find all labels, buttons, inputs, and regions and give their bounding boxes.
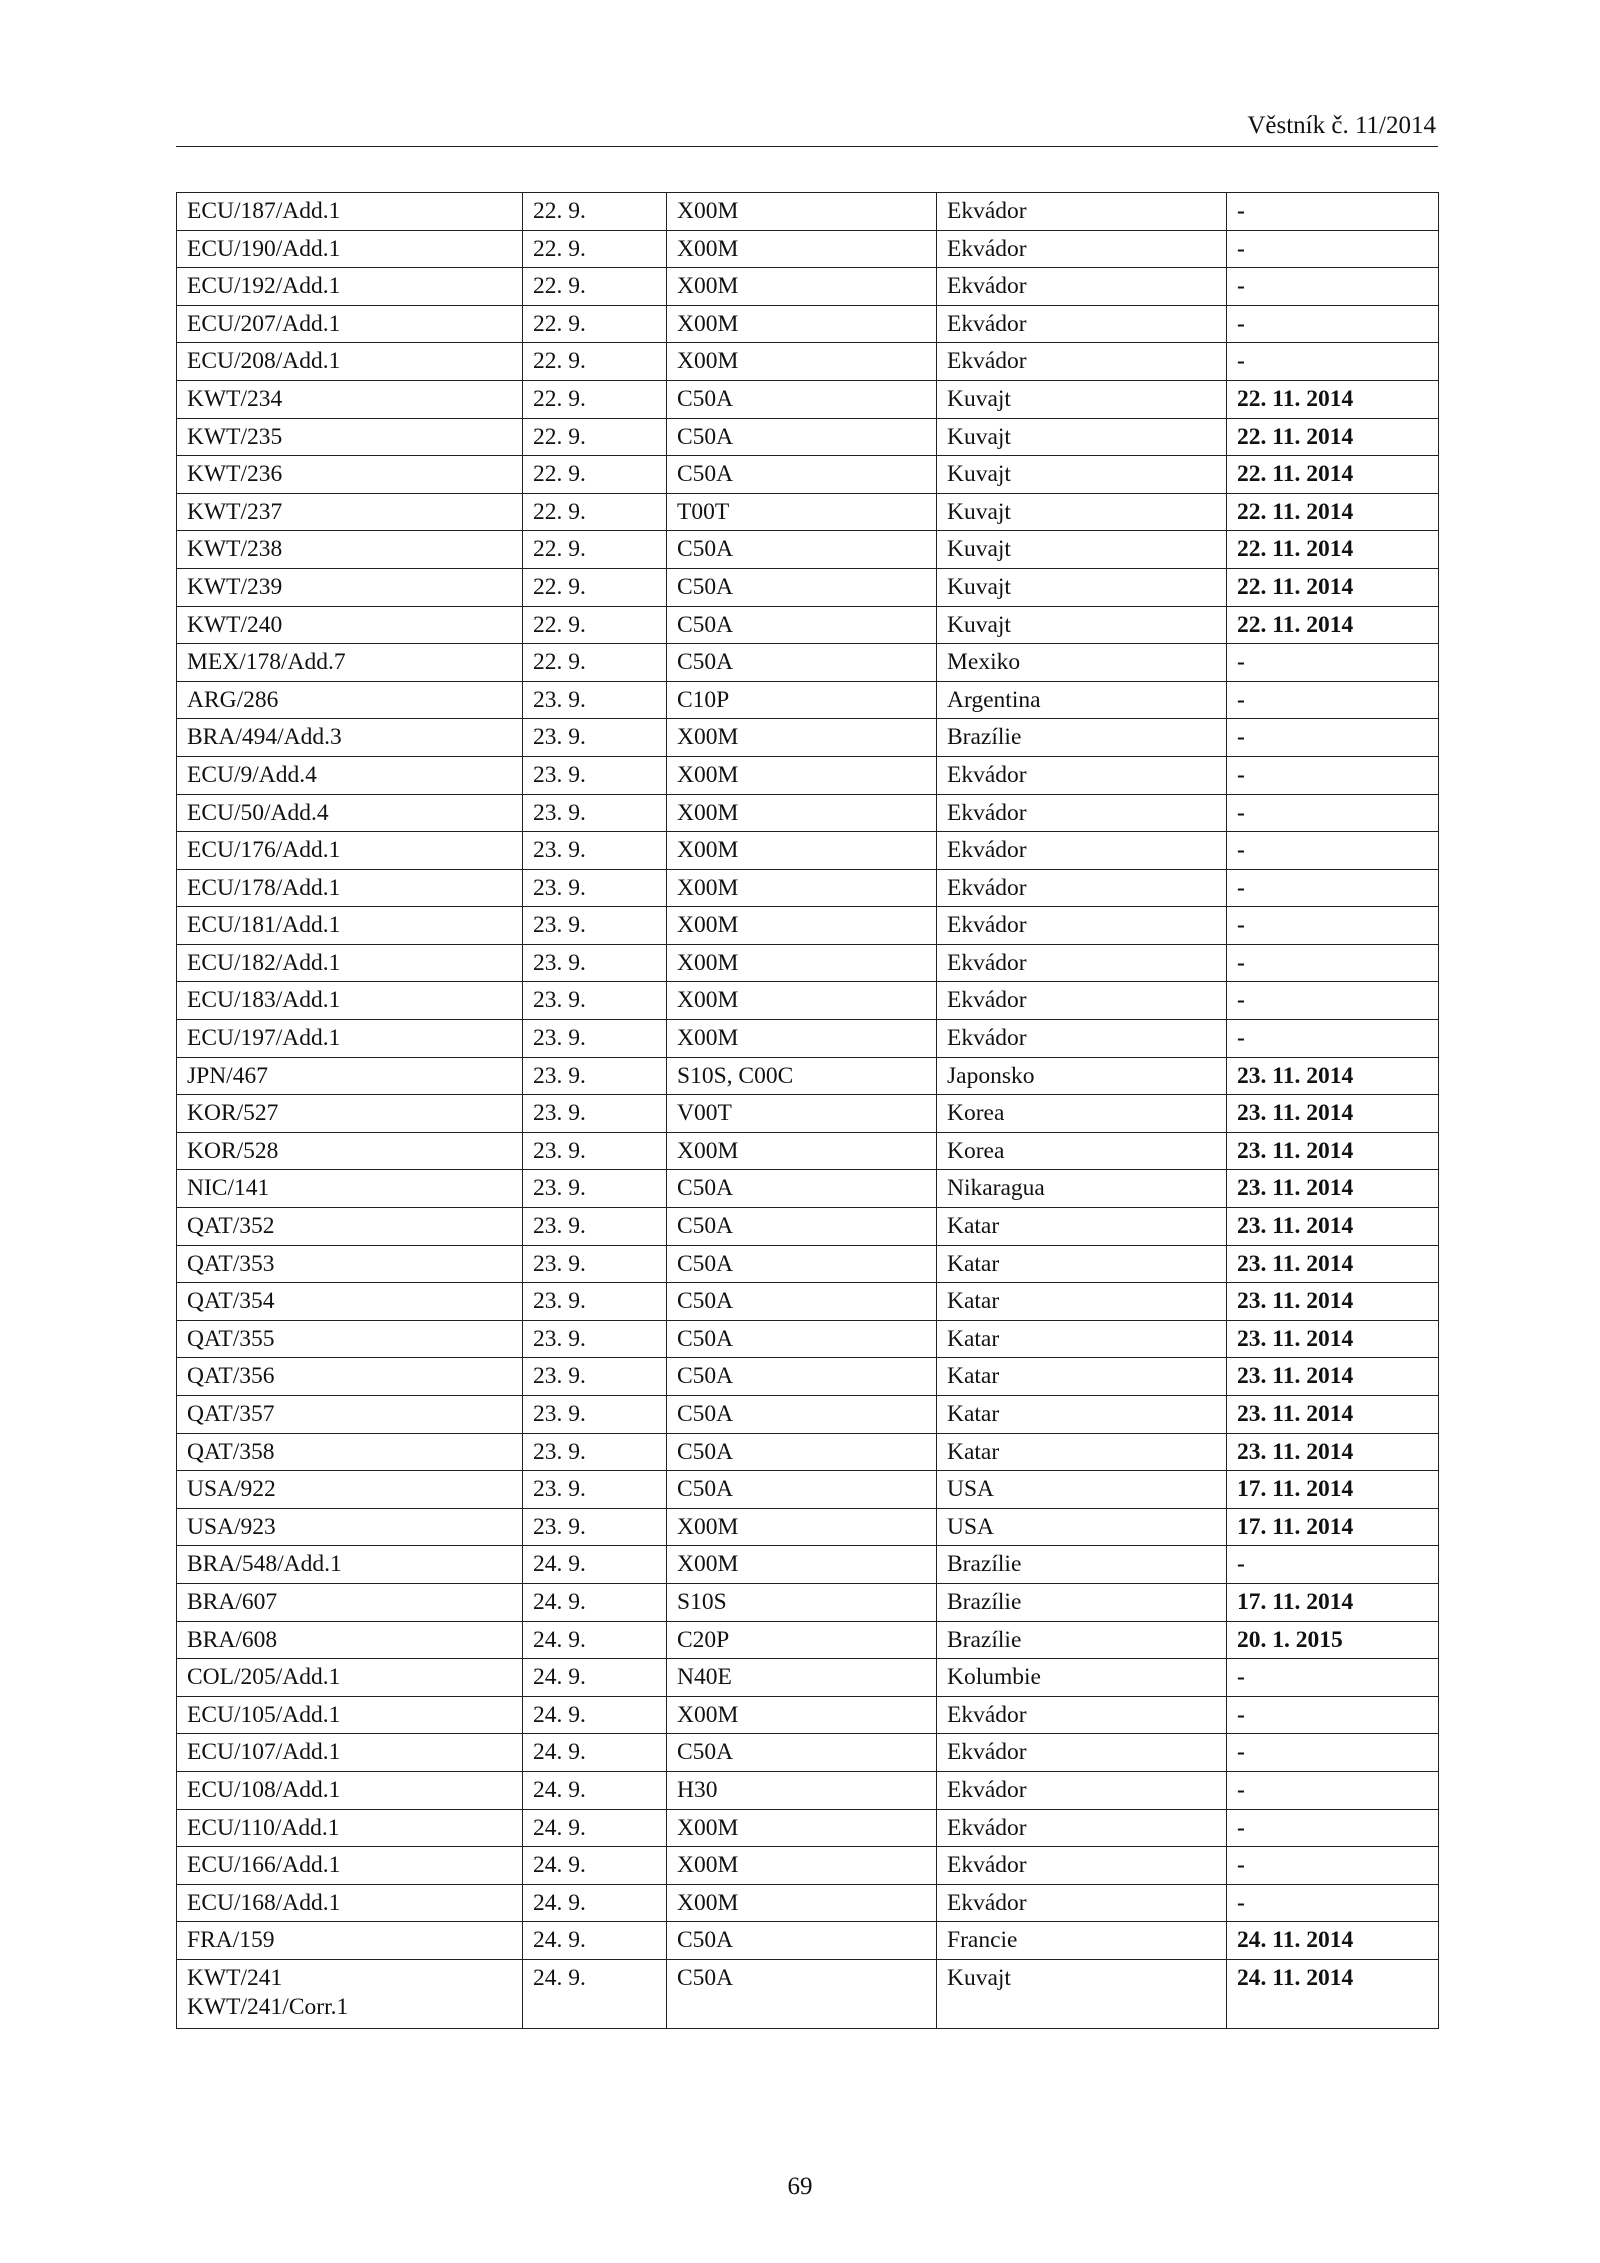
comment-deadline-cell: 22. 11. 2014	[1227, 531, 1439, 569]
table-row	[177, 1208, 1439, 1246]
comment-deadline-cell: -	[1227, 343, 1439, 381]
table-row	[177, 268, 1439, 306]
date-cell: 23. 9.	[523, 1057, 667, 1095]
classification-code-cell: C50A	[667, 456, 937, 494]
table-row	[177, 1132, 1439, 1170]
comment-deadline-cell: -	[1227, 268, 1439, 306]
date-cell: 23. 9.	[523, 1320, 667, 1358]
document-code-cell: BRA/607	[177, 1583, 523, 1621]
country-cell: Katar	[937, 1208, 1227, 1246]
country-cell: Ekvádor	[937, 343, 1227, 381]
document-code-cell: KWT/236	[177, 456, 523, 494]
country-cell: Ekvádor	[937, 1020, 1227, 1058]
country-cell: Ekvádor	[937, 1771, 1227, 1809]
document-code-cell: ECU/50/Add.4	[177, 794, 523, 832]
table-row	[177, 1020, 1439, 1058]
comment-deadline-cell: -	[1227, 944, 1439, 982]
date-cell: 23. 9.	[523, 1020, 667, 1058]
country-cell: Kuvajt	[937, 531, 1227, 569]
classification-code-cell: X00M	[667, 193, 937, 231]
classification-code-cell: S10S	[667, 1583, 937, 1621]
document-code-cell: BRA/494/Add.3	[177, 719, 523, 757]
classification-code-cell: X00M	[667, 1884, 937, 1922]
table-row	[177, 380, 1439, 418]
document-code-cell: ECU/190/Add.1	[177, 230, 523, 268]
date-cell: 24. 9.	[523, 1583, 667, 1621]
country-cell: Katar	[937, 1396, 1227, 1434]
date-cell: 23. 9.	[523, 719, 667, 757]
country-cell: Kuvajt	[937, 418, 1227, 456]
document-code-cell: FRA/159	[177, 1922, 523, 1960]
country-cell: Brazílie	[937, 719, 1227, 757]
comment-deadline-cell: -	[1227, 1847, 1439, 1885]
document-code-cell: BRA/608	[177, 1621, 523, 1659]
comment-deadline-cell: -	[1227, 230, 1439, 268]
comment-deadline-cell: -	[1227, 719, 1439, 757]
comment-deadline-cell: 23. 11. 2014	[1227, 1245, 1439, 1283]
date-cell: 24. 9.	[523, 1809, 667, 1847]
classification-code-cell: X00M	[667, 869, 937, 907]
comment-deadline-cell: 24. 11. 2014	[1227, 1922, 1439, 1960]
date-cell: 22. 9.	[523, 568, 667, 606]
document-code-cell: KOR/527	[177, 1095, 523, 1133]
classification-code-cell: C20P	[667, 1621, 937, 1659]
table-row	[177, 1621, 1439, 1659]
table-row	[177, 794, 1439, 832]
date-cell: 23. 9.	[523, 1358, 667, 1396]
document-code-cell: QAT/356	[177, 1358, 523, 1396]
classification-code-cell: X00M	[667, 832, 937, 870]
classification-code-cell: C50A	[667, 1245, 937, 1283]
comment-deadline-cell: 23. 11. 2014	[1227, 1396, 1439, 1434]
date-cell: 23. 9.	[523, 869, 667, 907]
comment-deadline-cell: 24. 11. 2014	[1227, 1959, 1439, 2028]
classification-code-cell: X00M	[667, 794, 937, 832]
document-code-cell: ARG/286	[177, 681, 523, 719]
country-cell: Korea	[937, 1095, 1227, 1133]
date-cell: 23. 9.	[523, 832, 667, 870]
classification-code-cell: C50A	[667, 1734, 937, 1772]
document-code-cell: ECU/207/Add.1	[177, 305, 523, 343]
document-code-cell: QAT/354	[177, 1283, 523, 1321]
table-row	[177, 606, 1439, 644]
comment-deadline-cell: 23. 11. 2014	[1227, 1358, 1439, 1396]
classification-code-cell: C50A	[667, 1283, 937, 1321]
table-row	[177, 1320, 1439, 1358]
comment-deadline-cell: -	[1227, 305, 1439, 343]
date-cell: 23. 9.	[523, 1396, 667, 1434]
classification-code-cell: X00M	[667, 1696, 937, 1734]
country-cell: Ekvádor	[937, 268, 1227, 306]
country-cell: Katar	[937, 1245, 1227, 1283]
country-cell: Brazílie	[937, 1583, 1227, 1621]
country-cell: Ekvádor	[937, 869, 1227, 907]
classification-code-cell: H30	[667, 1771, 937, 1809]
comment-deadline-cell: -	[1227, 1771, 1439, 1809]
date-cell: 24. 9.	[523, 1621, 667, 1659]
document-code-cell: NIC/141	[177, 1170, 523, 1208]
comment-deadline-cell: 17. 11. 2014	[1227, 1508, 1439, 1546]
country-cell: Katar	[937, 1358, 1227, 1396]
table-row	[177, 1696, 1439, 1734]
document-code-cell	[177, 1959, 523, 2028]
classification-code-cell: X00M	[667, 230, 937, 268]
classification-code-cell: X00M	[667, 1132, 937, 1170]
comment-deadline-cell: -	[1227, 794, 1439, 832]
comment-deadline-cell: -	[1227, 1809, 1439, 1847]
table-row	[177, 869, 1439, 907]
document-code-cell: ECU/9/Add.4	[177, 756, 523, 794]
date-cell: 23. 9.	[523, 1245, 667, 1283]
classification-code-cell: X00M	[667, 1508, 937, 1546]
country-cell: Katar	[937, 1320, 1227, 1358]
date-cell: 23. 9.	[523, 982, 667, 1020]
date-cell: 23. 9.	[523, 944, 667, 982]
date-cell: 24. 9.	[523, 1847, 667, 1885]
country-cell: Ekvádor	[937, 1809, 1227, 1847]
classification-code-cell: N40E	[667, 1659, 937, 1697]
comment-deadline-cell: -	[1227, 1546, 1439, 1584]
table-row	[177, 1884, 1439, 1922]
classification-code-cell: X00M	[667, 944, 937, 982]
comment-deadline-cell: 22. 11. 2014	[1227, 568, 1439, 606]
document-code-cell: ECU/168/Add.1	[177, 1884, 523, 1922]
country-cell: Kuvajt	[937, 493, 1227, 531]
country-cell: Katar	[937, 1433, 1227, 1471]
classification-code-cell: C50A	[667, 1358, 937, 1396]
table-row	[177, 644, 1439, 682]
comment-deadline-cell: 23. 11. 2014	[1227, 1095, 1439, 1133]
document-code-cell: ECU/208/Add.1	[177, 343, 523, 381]
classification-code-cell: C50A	[667, 418, 937, 456]
table-row	[177, 1245, 1439, 1283]
table-row	[177, 1546, 1439, 1584]
classification-code-cell: X00M	[667, 343, 937, 381]
country-cell: Ekvádor	[937, 944, 1227, 982]
document-code-cell: ECU/187/Add.1	[177, 193, 523, 231]
country-cell: Nikaragua	[937, 1170, 1227, 1208]
classification-code-cell: C50A	[667, 1959, 937, 2028]
country-cell: Kuvajt	[937, 456, 1227, 494]
country-cell: Ekvádor	[937, 907, 1227, 945]
country-cell: Ekvádor	[937, 193, 1227, 231]
date-cell: 24. 9.	[523, 1546, 667, 1584]
comment-deadline-cell: -	[1227, 869, 1439, 907]
country-cell: Katar	[937, 1283, 1227, 1321]
document-code-cell: ECU/192/Add.1	[177, 268, 523, 306]
classification-code-cell: C50A	[667, 1320, 937, 1358]
comment-deadline-cell: 23. 11. 2014	[1227, 1208, 1439, 1246]
document-code-cell: KWT/239	[177, 568, 523, 606]
table-row	[177, 456, 1439, 494]
classification-code-cell: C50A	[667, 644, 937, 682]
date-cell: 23. 9.	[523, 1471, 667, 1509]
document-code-line: KWT/241	[187, 1964, 283, 1991]
date-cell: 22. 9.	[523, 644, 667, 682]
date-cell: 23. 9.	[523, 1095, 667, 1133]
country-cell: USA	[937, 1508, 1227, 1546]
country-cell: Argentina	[937, 681, 1227, 719]
country-cell: Mexiko	[937, 644, 1227, 682]
country-cell: Ekvádor	[937, 1696, 1227, 1734]
date-cell: 23. 9.	[523, 681, 667, 719]
comment-deadline-cell: 17. 11. 2014	[1227, 1583, 1439, 1621]
classification-code-cell: V00T	[667, 1095, 937, 1133]
classification-code-cell: X00M	[667, 1847, 937, 1885]
document-code-cell: ECU/107/Add.1	[177, 1734, 523, 1772]
country-cell: Kuvajt	[937, 380, 1227, 418]
date-cell: 22. 9.	[523, 305, 667, 343]
date-cell: 22. 9.	[523, 343, 667, 381]
table-row	[177, 1583, 1439, 1621]
comment-deadline-cell: 23. 11. 2014	[1227, 1320, 1439, 1358]
document-code-cell: ECU/181/Add.1	[177, 907, 523, 945]
table-row	[177, 418, 1439, 456]
date-cell: 23. 9.	[523, 756, 667, 794]
date-cell: 24. 9.	[523, 1734, 667, 1772]
document-code-cell: KWT/238	[177, 531, 523, 569]
document-code-cell: ECU/183/Add.1	[177, 982, 523, 1020]
table-row	[177, 1659, 1439, 1697]
country-cell: Francie	[937, 1922, 1227, 1960]
table-row	[177, 305, 1439, 343]
date-cell: 23. 9.	[523, 1433, 667, 1471]
classification-code-cell: X00M	[667, 1546, 937, 1584]
classification-code-cell: C50A	[667, 606, 937, 644]
comment-deadline-cell: 23. 11. 2014	[1227, 1170, 1439, 1208]
date-cell: 23. 9.	[523, 1283, 667, 1321]
date-cell: 22. 9.	[523, 493, 667, 531]
notification-table	[176, 192, 1439, 2029]
table-row	[177, 1170, 1439, 1208]
date-cell: 22. 9.	[523, 268, 667, 306]
comment-deadline-cell: -	[1227, 907, 1439, 945]
document-code-cell: ECU/178/Add.1	[177, 869, 523, 907]
table-row	[177, 907, 1439, 945]
country-cell: Ekvádor	[937, 1847, 1227, 1885]
comment-deadline-cell: -	[1227, 681, 1439, 719]
document-code-cell: KWT/240	[177, 606, 523, 644]
date-cell: 22. 9.	[523, 230, 667, 268]
classification-code-cell: C50A	[667, 1208, 937, 1246]
country-cell: Kuvajt	[937, 568, 1227, 606]
country-cell: Ekvádor	[937, 794, 1227, 832]
document-code-cell: BRA/548/Add.1	[177, 1546, 523, 1584]
table-row	[177, 756, 1439, 794]
table-row	[177, 1959, 1439, 2028]
comment-deadline-cell: -	[1227, 193, 1439, 231]
document-code-cell: ECU/166/Add.1	[177, 1847, 523, 1885]
table-row	[177, 1771, 1439, 1809]
country-cell: Ekvádor	[937, 982, 1227, 1020]
table-row	[177, 1922, 1439, 1960]
comment-deadline-cell: 20. 1. 2015	[1227, 1621, 1439, 1659]
country-cell: Ekvádor	[937, 832, 1227, 870]
table-row	[177, 531, 1439, 569]
classification-code-cell: T00T	[667, 493, 937, 531]
comment-deadline-cell: 22. 11. 2014	[1227, 493, 1439, 531]
comment-deadline-cell: 22. 11. 2014	[1227, 456, 1439, 494]
document-code-cell: QAT/358	[177, 1433, 523, 1471]
country-cell: Kuvajt	[937, 1959, 1227, 2028]
country-cell: Kuvajt	[937, 606, 1227, 644]
document-code-line: KWT/241/Corr.1	[187, 1993, 349, 2020]
table-row	[177, 1734, 1439, 1772]
comment-deadline-cell: -	[1227, 1020, 1439, 1058]
table-row	[177, 568, 1439, 606]
country-cell: Brazílie	[937, 1546, 1227, 1584]
country-cell: Korea	[937, 1132, 1227, 1170]
date-cell: 24. 9.	[523, 1696, 667, 1734]
date-cell: 24. 9.	[523, 1771, 667, 1809]
comment-deadline-cell: -	[1227, 1696, 1439, 1734]
table-row	[177, 1809, 1439, 1847]
comment-deadline-cell: 23. 11. 2014	[1227, 1433, 1439, 1471]
journal-issue-title: Věstník č. 11/2014	[1247, 112, 1436, 139]
document-code-cell: ECU/108/Add.1	[177, 1771, 523, 1809]
document-code-cell: COL/205/Add.1	[177, 1659, 523, 1697]
document-code-cell: KWT/235	[177, 418, 523, 456]
classification-code-cell: C50A	[667, 1433, 937, 1471]
date-cell: 22. 9.	[523, 456, 667, 494]
date-cell: 24. 9.	[523, 1959, 667, 2028]
document-code-cell: QAT/355	[177, 1320, 523, 1358]
document-code-cell: ECU/182/Add.1	[177, 944, 523, 982]
table-row	[177, 1471, 1439, 1509]
document-code-cell: USA/922	[177, 1471, 523, 1509]
date-cell: 24. 9.	[523, 1884, 667, 1922]
date-cell: 23. 9.	[523, 907, 667, 945]
country-cell: Brazílie	[937, 1621, 1227, 1659]
table-row	[177, 982, 1439, 1020]
table-row	[177, 681, 1439, 719]
table-row	[177, 1283, 1439, 1321]
classification-code-cell: X00M	[667, 756, 937, 794]
table-row	[177, 719, 1439, 757]
document-code-cell: QAT/357	[177, 1396, 523, 1434]
table-row	[177, 944, 1439, 982]
document-code-cell: ECU/110/Add.1	[177, 1809, 523, 1847]
table-body	[177, 193, 1439, 2029]
comment-deadline-cell: 23. 11. 2014	[1227, 1132, 1439, 1170]
classification-code-cell: X00M	[667, 305, 937, 343]
date-cell: 23. 9.	[523, 1170, 667, 1208]
table-row	[177, 1396, 1439, 1434]
comment-deadline-cell: 22. 11. 2014	[1227, 380, 1439, 418]
date-cell: 22. 9.	[523, 531, 667, 569]
country-cell: Ekvádor	[937, 1734, 1227, 1772]
date-cell: 24. 9.	[523, 1922, 667, 1960]
classification-code-cell: S10S, C00C	[667, 1057, 937, 1095]
document-code-cell: ECU/197/Add.1	[177, 1020, 523, 1058]
table-row	[177, 1847, 1439, 1885]
classification-code-cell: C50A	[667, 1170, 937, 1208]
comment-deadline-cell: -	[1227, 644, 1439, 682]
document-code-cell: JPN/467	[177, 1057, 523, 1095]
document-code-cell: USA/923	[177, 1508, 523, 1546]
comment-deadline-cell: 23. 11. 2014	[1227, 1283, 1439, 1321]
document-code-cell: QAT/352	[177, 1208, 523, 1246]
date-cell: 22. 9.	[523, 606, 667, 644]
comment-deadline-cell: 23. 11. 2014	[1227, 1057, 1439, 1095]
date-cell: 23. 9.	[523, 1132, 667, 1170]
classification-code-cell: X00M	[667, 982, 937, 1020]
country-cell: Japonsko	[937, 1057, 1227, 1095]
table-row	[177, 1358, 1439, 1396]
classification-code-cell: C50A	[667, 568, 937, 606]
comment-deadline-cell: 22. 11. 2014	[1227, 606, 1439, 644]
comment-deadline-cell: -	[1227, 1659, 1439, 1697]
comment-deadline-cell: 22. 11. 2014	[1227, 418, 1439, 456]
table-row	[177, 343, 1439, 381]
document-code-cell: MEX/178/Add.7	[177, 644, 523, 682]
document-code-cell: KOR/528	[177, 1132, 523, 1170]
classification-code-cell: C50A	[667, 1471, 937, 1509]
country-cell: Ekvádor	[937, 756, 1227, 794]
date-cell: 22. 9.	[523, 418, 667, 456]
country-cell: Ekvádor	[937, 305, 1227, 343]
country-cell: USA	[937, 1471, 1227, 1509]
classification-code-cell: C50A	[667, 380, 937, 418]
date-cell: 23. 9.	[523, 1208, 667, 1246]
date-cell: 23. 9.	[523, 1508, 667, 1546]
table-row	[177, 1433, 1439, 1471]
classification-code-cell: C50A	[667, 531, 937, 569]
classification-code-cell: X00M	[667, 907, 937, 945]
table-row	[177, 1095, 1439, 1133]
date-cell: 22. 9.	[523, 193, 667, 231]
comment-deadline-cell: -	[1227, 756, 1439, 794]
classification-code-cell: C50A	[667, 1922, 937, 1960]
date-cell: 23. 9.	[523, 794, 667, 832]
classification-code-cell: C50A	[667, 1396, 937, 1434]
date-cell: 24. 9.	[523, 1659, 667, 1697]
comment-deadline-cell: -	[1227, 1884, 1439, 1922]
classification-code-cell: X00M	[667, 719, 937, 757]
page-number: 69	[787, 2173, 813, 2200]
document-code-cell: KWT/237	[177, 493, 523, 531]
classification-code-cell: X00M	[667, 1020, 937, 1058]
document-code-cell: QAT/353	[177, 1245, 523, 1283]
page-header	[176, 110, 1438, 147]
country-cell: Ekvádor	[937, 1884, 1227, 1922]
table-row	[177, 1508, 1439, 1546]
country-cell: Kolumbie	[937, 1659, 1227, 1697]
table-row	[177, 1057, 1439, 1095]
comment-deadline-cell: -	[1227, 982, 1439, 1020]
table-row	[177, 193, 1439, 231]
classification-code-cell: X00M	[667, 268, 937, 306]
document-code-cell: ECU/105/Add.1	[177, 1696, 523, 1734]
date-cell: 22. 9.	[523, 380, 667, 418]
document-code-cell: ECU/176/Add.1	[177, 832, 523, 870]
table-row	[177, 832, 1439, 870]
comment-deadline-cell: 17. 11. 2014	[1227, 1471, 1439, 1509]
document-code-cell: KWT/234	[177, 380, 523, 418]
comment-deadline-cell: -	[1227, 1734, 1439, 1772]
classification-code-cell: C10P	[667, 681, 937, 719]
country-cell: Ekvádor	[937, 230, 1227, 268]
comment-deadline-cell: -	[1227, 832, 1439, 870]
table-row	[177, 493, 1439, 531]
classification-code-cell: X00M	[667, 1809, 937, 1847]
table-row	[177, 230, 1439, 268]
